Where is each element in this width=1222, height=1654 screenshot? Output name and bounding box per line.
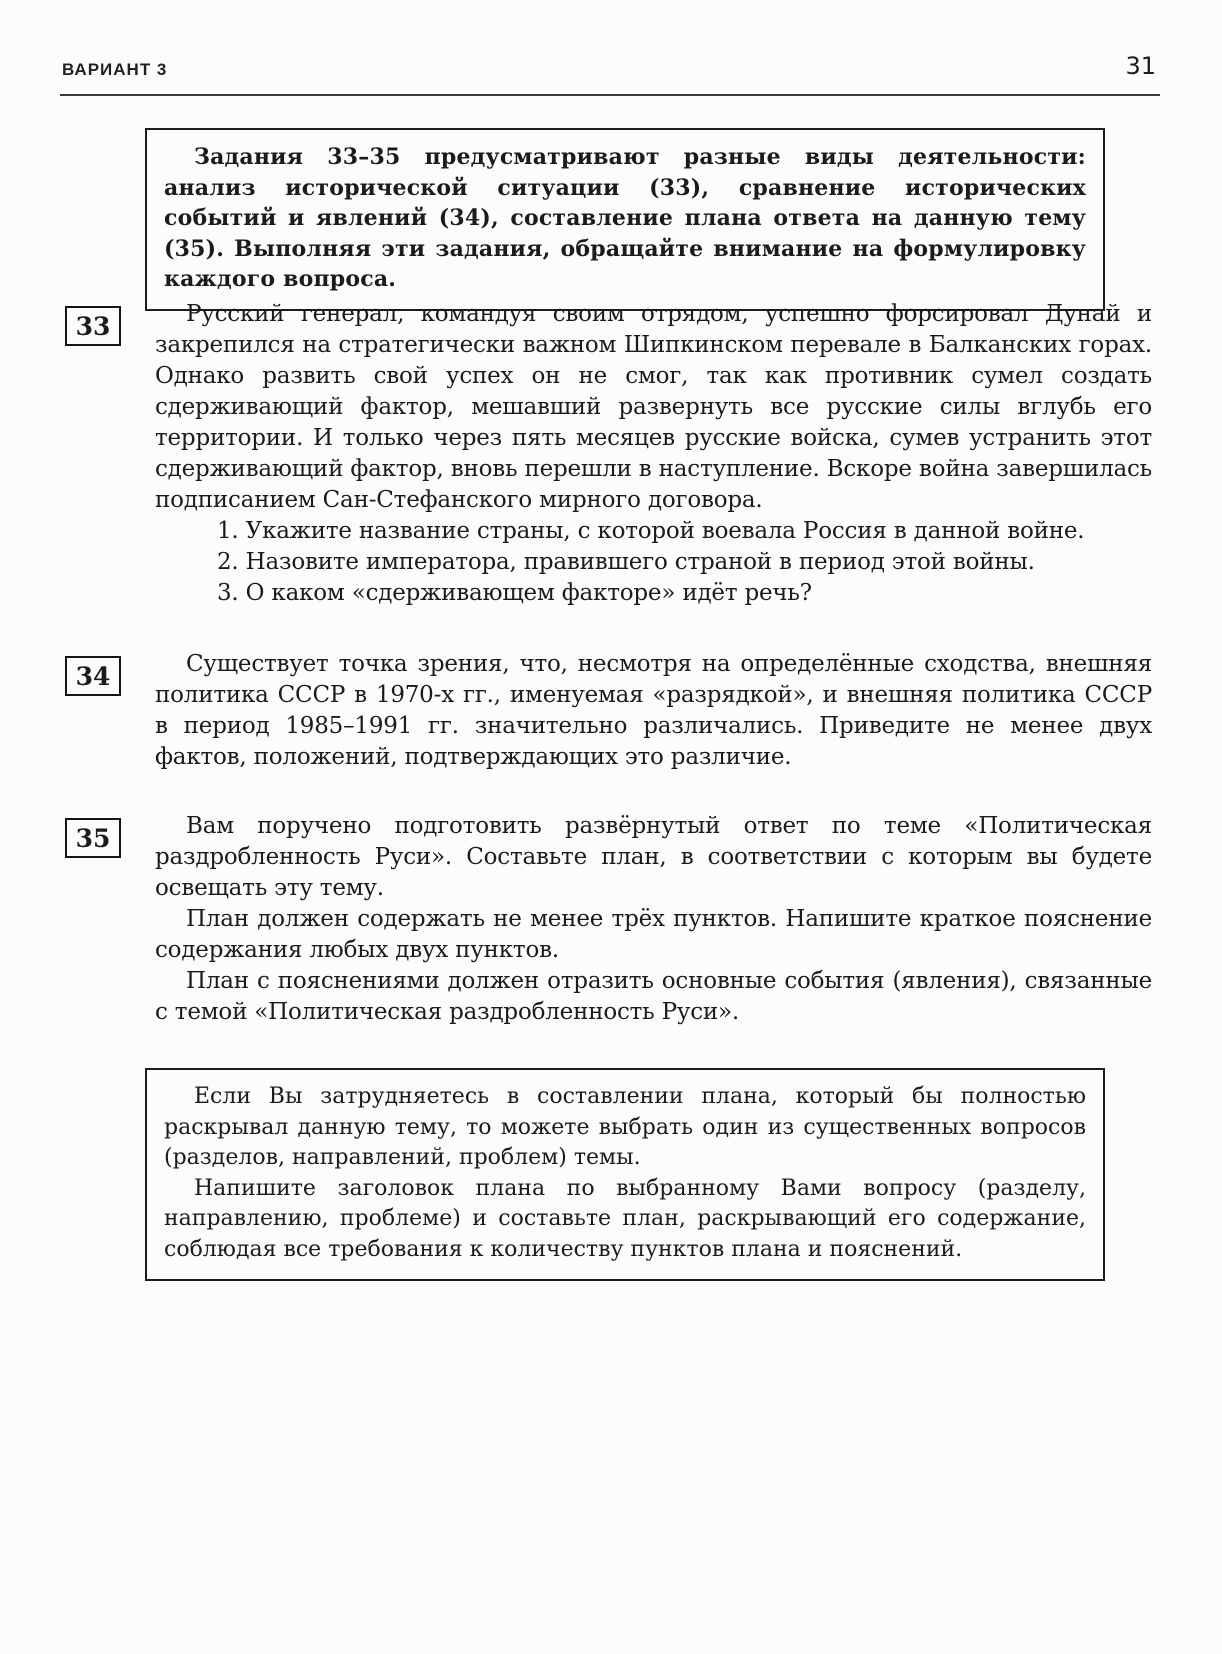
task-34-body (155, 649, 1152, 773)
task-33-paragraph: Русский генерал, командуя своим отрядом, успешно форсировал Дунай и закрепился на стратегически важном Шипкинском перевале в Балканских горах. Однако развить свой успех он не смог, так как противник сумел создать сдерживающий фактор, мешавший развернуть все русские силы вглубь его территории. И только через пять месяцев русские войска, сумев устранить этот сдерживающий фактор, вновь перешли в наступление. Вскоре война завершилась подписанием Сан-Стефанского мирного договора. (155, 301, 1152, 513)
task-34-number-box (65, 656, 121, 696)
footer-instruction-paragraph-2: Напишите заголовок плана по выбранному Вами вопросу (разделу, направлению, проблеме) и составьте план, раскрывающий его содержание, соблюдая все требования к количеству пунктов плана и пояснений. (164, 1175, 1086, 1262)
task-33-question-2: 2. Назовите императора, правившего страной в период этой войны. (217, 549, 1035, 575)
task-33-number-box (65, 306, 121, 346)
task-33-number: 33 (75, 311, 111, 341)
intro-instruction-text: Задания 33–35 предусматривают разные виды деятельности: анализ исторической ситуации (33), сравнение исторических событий и явлений (34), составление плана ответа на данную тему (35). Выполняя эти задания, обращайте внимание на формулировку каждого вопроса. (164, 144, 1086, 292)
task-35-paragraph-3: План с пояснениями должен отразить основные события (явления), связанные с темой «Политическая раздробленность Руси». (155, 968, 1152, 1025)
intro-instruction-box (145, 128, 1105, 311)
task-33-question-1: 1. Укажите название страны, с которой воевала Россия в данной войне. (217, 518, 1085, 544)
task-33-body (155, 299, 1152, 609)
task-35-number: 35 (75, 823, 111, 853)
task-35-body (155, 811, 1152, 1028)
task-34-number: 34 (75, 661, 111, 691)
task-34-paragraph: Существует точка зрения, что, несмотря на определённые сходства, внешняя политика СССР в 1970-х гг., именуемая «разрядкой», и внешняя политика СССР в период 1985–1991 гг. значительно различались. Приведите не менее двух фактов, положений, подтверждающих это различие. (155, 651, 1152, 770)
variant-label: ВАРИАНТ 3 (62, 60, 168, 79)
task-35-paragraph-1: Вам поручено подготовить развёрнутый ответ по теме «Политическая раздробленность Руси». Составьте план, в соответствии с которым вы будете освещать эту тему. (155, 813, 1152, 901)
footer-instruction-paragraph-1: Если Вы затрудняетесь в составлении плана, который бы полностью раскрывал данную тему, то можете выбрать один из существенных вопросов (разделов, направлений, проблем) темы. (164, 1084, 1086, 1170)
footer-instruction-box (145, 1068, 1105, 1281)
task-35-number-box (65, 818, 121, 858)
task-35-paragraph-2: План должен содержать не менее трёх пунктов. Напишите краткое пояснение содержания любых двух пунктов. (155, 906, 1152, 963)
task-33-question-3: 3. О каком «сдерживающем факторе» идёт речь? (217, 580, 812, 606)
page-number: 31 (1125, 52, 1156, 80)
header-divider (60, 94, 1160, 96)
